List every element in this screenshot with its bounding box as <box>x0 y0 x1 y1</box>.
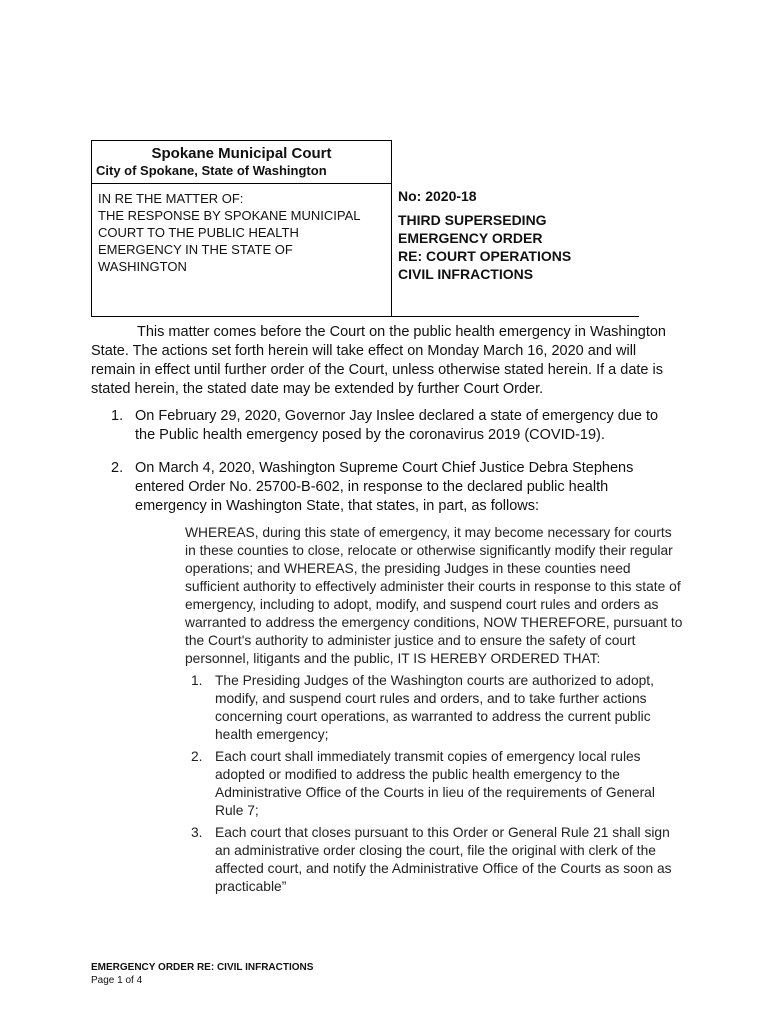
matter-line: IN RE THE MATTER OF: <box>98 191 244 206</box>
quoted-item-text: Each court shall immediately transmit copies of emergency local rules adopted or modified to address the public health emergency to the Administrative Office of the Courts in lieu of the requirements of General Rule 7; <box>215 749 655 818</box>
court-name: Spokane Municipal Court <box>151 145 332 162</box>
matter-line: EMERGENCY IN THE STATE OF <box>98 242 293 257</box>
quoted-order-list <box>185 672 685 896</box>
findings-list <box>91 407 683 896</box>
matter-line: THE RESPONSE BY SPOKANE MUNICIPAL <box>98 208 361 223</box>
quoted-item-text: The Presiding Judges of the Washington courts are authorized to adopt, modify, and suspend court rules and orders, and to take further actions concerning court operations, as warranted to address the current public health emergency; <box>215 673 654 742</box>
quoted-order-item <box>185 748 685 820</box>
finding-number: 1. <box>111 408 124 424</box>
quoted-item-number: 1. <box>191 673 203 688</box>
finding-item <box>91 407 666 445</box>
case-caption <box>91 140 639 317</box>
finding-text: On February 29, 2020, Governor Jay Inslee declared a state of emergency due to the Public health emergency posed by the coronavirus 2019 (COVID-19). <box>135 408 659 443</box>
court-header <box>92 141 391 184</box>
court-caption-box <box>91 140 392 317</box>
matter-line: WASHINGTON <box>98 259 187 274</box>
order-title-line: CIVIL INFRACTIONS <box>398 266 534 282</box>
quoted-item-text: Each court that closes pursuant to this Order or General Rule 21 shall sign an administrative order closing the court, file the original with clerk of the affected court, and notify the Administrative Office of the Courts as soon as practicable” <box>215 825 672 894</box>
order-title-line: THIRD SUPERSEDING <box>398 212 547 228</box>
court-jurisdiction: City of Spokane, State of Washington <box>96 163 327 178</box>
order-title <box>398 211 571 283</box>
quoted-order-item <box>185 824 685 896</box>
order-title-line: RE: COURT OPERATIONS <box>398 248 572 264</box>
footer-title: EMERGENCY ORDER RE: CIVIL INFRACTIONS <box>91 962 314 973</box>
page-number: Page 1 of 4 <box>91 975 143 986</box>
case-number: No: 2020-18 <box>398 188 477 204</box>
quoted-order-item <box>185 672 685 744</box>
finding-number: 2. <box>111 460 124 476</box>
case-info-column <box>390 140 639 317</box>
finding-item <box>91 459 683 896</box>
finding-text: On March 4, 2020, Washington Supreme Court Chief Justice Debra Stephens entered Order No. 25700-B-602, in response to the declared public health emergency in Washington State, that states, in part, as follows: <box>135 460 634 514</box>
quote-preamble: WHEREAS, during this state of emergency, it may become necessary for courts in these counties to close, relocate or otherwise significantly modify their regular operations; and WHEREAS, the presiding Judges in these counties need sufficient authority to effectively administer their courts in response to this state of emergency, including to adopt, modify, and suspend court rules and orders as warranted to address the emergency conditions, NOW THEREFORE, pursuant to the Court's authority to administer justice and to ensure the safety of court personnel, litigants and the public, IT IS HEREBY ORDERED THAT: <box>185 525 683 666</box>
quoted-order <box>185 524 685 896</box>
order-body <box>91 323 683 910</box>
matter-line: COURT TO THE PUBLIC HEALTH <box>98 225 299 240</box>
quoted-item-number: 2. <box>191 749 203 764</box>
intro-paragraph: This matter comes before the Court on the public health emergency in Washington State. The actions set forth herein will take effect on Monday March 16, 2020 and will remain in effect until further order of the Court, unless otherwise stated herein. If a date is stated herein, the stated date may be extended by further Court Order. <box>91 324 666 397</box>
quoted-item-number: 3. <box>191 825 203 840</box>
matter-description <box>92 184 391 275</box>
order-title-line: EMERGENCY ORDER <box>398 230 543 246</box>
page-footer <box>91 961 313 987</box>
